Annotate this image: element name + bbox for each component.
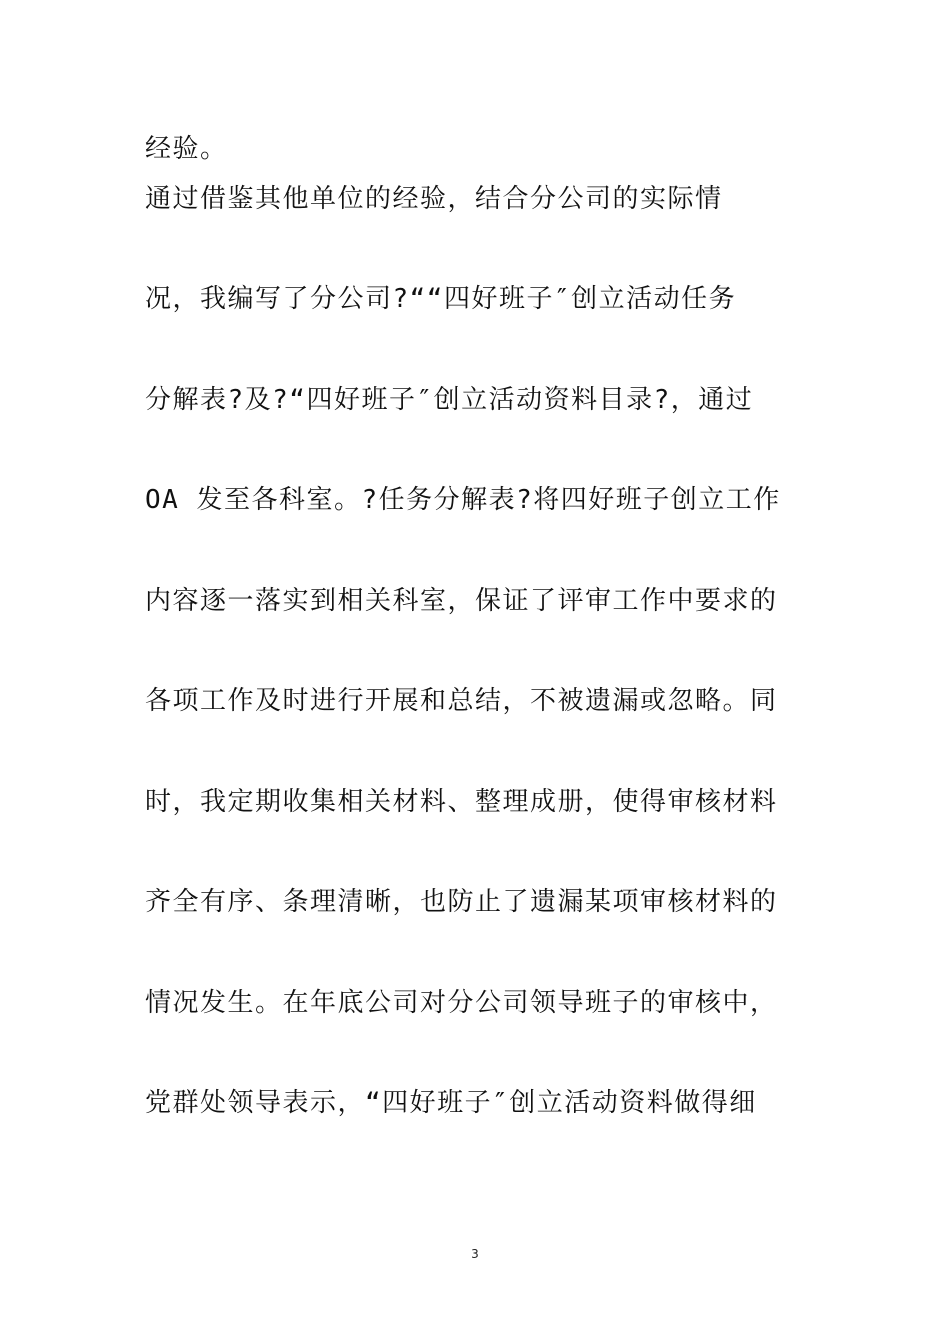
body-text-line: 情况发生。在年底公司对分公司领导班子的审核中， [145,988,778,1018]
body-text-line: 通过借鉴其他单位的经验，结合分公司的实际情 [145,184,723,214]
body-text-line: 齐全有序、条理清晰，也防止了遗漏某项审核材料的 [145,887,778,917]
body-text-line: 各项工作及时进行开展和总结，不被遗漏或忽略。同 [145,686,778,716]
body-text-line: 经验。 [145,134,228,164]
page-number: 3 [471,1247,479,1261]
body-text-line: 况，我编写了分公司?““四好班子″创立活动任务 [145,284,737,314]
body-text-line: OA 发至各科室。?任务分解表?将四好班子创立工作 [145,485,781,515]
body-text-line: 内容逐一落实到相关科室，保证了评审工作中要求的 [145,586,778,616]
body-text-line: 时，我定期收集相关材料、整理成册，使得审核材料 [145,787,778,817]
body-text-line: 分解表?及?“四好班子″创立活动资料目录?，通过 [145,385,754,415]
body-text-line: 党群处领导表示，“四好班子″创立活动资料做得细 [145,1088,757,1118]
